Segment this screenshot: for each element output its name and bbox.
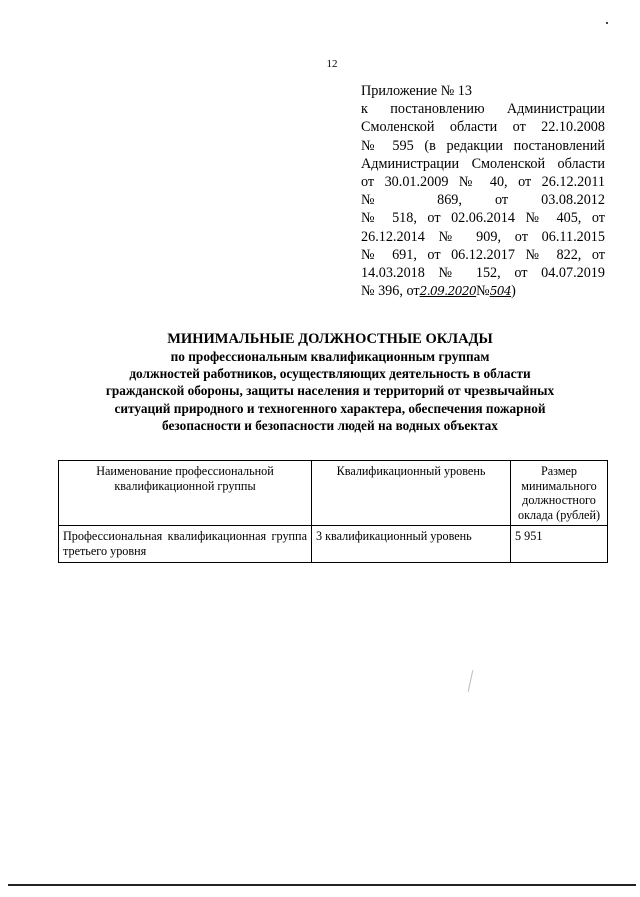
appendix-line: 26.12.2014 № 909, от 06.11.2015 — [361, 228, 605, 245]
document-subtitle-line: по профессиональным квалификационным группам — [170, 349, 490, 364]
appendix-header — [361, 82, 605, 300]
document-title: МИНИМАЛЬНЫЕ ДОЛЖНОСТНЫЕ ОКЛАДЫ — [167, 331, 493, 347]
document-subtitle-line: ситуаций природного и техногенного характера, обеспечения пожарной — [114, 400, 546, 416]
document-subtitle-line: безопасности и безопасности людей на водных объектах — [162, 417, 498, 433]
document-subtitle-line: должностей работников, осуществляющих деятельность в области — [129, 366, 531, 382]
document-title-block — [70, 330, 590, 434]
appendix-line: от 30.01.2009 № 40, от 26.12.2011 — [361, 174, 605, 191]
table-row — [59, 526, 608, 562]
cell-qualification-level: 3 квалификационный уровень — [312, 526, 511, 562]
appendix-line: к постановлению Администрации — [361, 101, 605, 118]
closing-paren: ) — [511, 283, 516, 300]
appendix-line: № 518, от 02.06.2014 № 405, от — [361, 210, 605, 227]
scan-mark — [468, 670, 474, 692]
appendix-last-prefix: № 396, от — [361, 283, 420, 300]
appendix-line: Смоленской области от 22.10.2008 — [361, 119, 605, 136]
header-qualification-level: Квалификационный уровень — [312, 461, 511, 526]
header-group-name: Наименование профессиональной квалификационной группы — [59, 461, 312, 526]
bottom-edge-line — [8, 884, 636, 886]
cell-salary: 5 951 — [511, 526, 608, 562]
appendix-line: Приложение № 13 — [361, 83, 472, 99]
document-subtitle-line: гражданской обороны, защиты населения и территорий от чрезвычайных — [105, 383, 555, 399]
salary-table — [58, 460, 608, 563]
appendix-line: Администрации Смоленской области — [361, 155, 605, 172]
header-minimum-salary: Размер минимального должностного оклада (рублей) — [511, 461, 608, 526]
appendix-line: № 595 (в редакции постановлений — [361, 137, 605, 154]
page-number: 12 — [326, 58, 338, 70]
number-sign: № — [476, 283, 490, 300]
cell-group-name: Профессиональная квалификационная группа третьего уровня — [59, 526, 312, 562]
handwritten-date: 2.09.2020 — [419, 284, 477, 299]
appendix-line: № 691, от 06.12.2017 № 822, от — [361, 246, 605, 263]
appendix-last-line — [361, 282, 605, 300]
table-header-row — [59, 461, 608, 526]
appendix-line: 14.03.2018 № 152, от 04.07.2019 — [361, 265, 605, 282]
appendix-line: № 869, от 03.08.2012 — [361, 192, 605, 209]
handwritten-number: 504 — [489, 284, 512, 299]
scan-speck — [606, 22, 608, 24]
